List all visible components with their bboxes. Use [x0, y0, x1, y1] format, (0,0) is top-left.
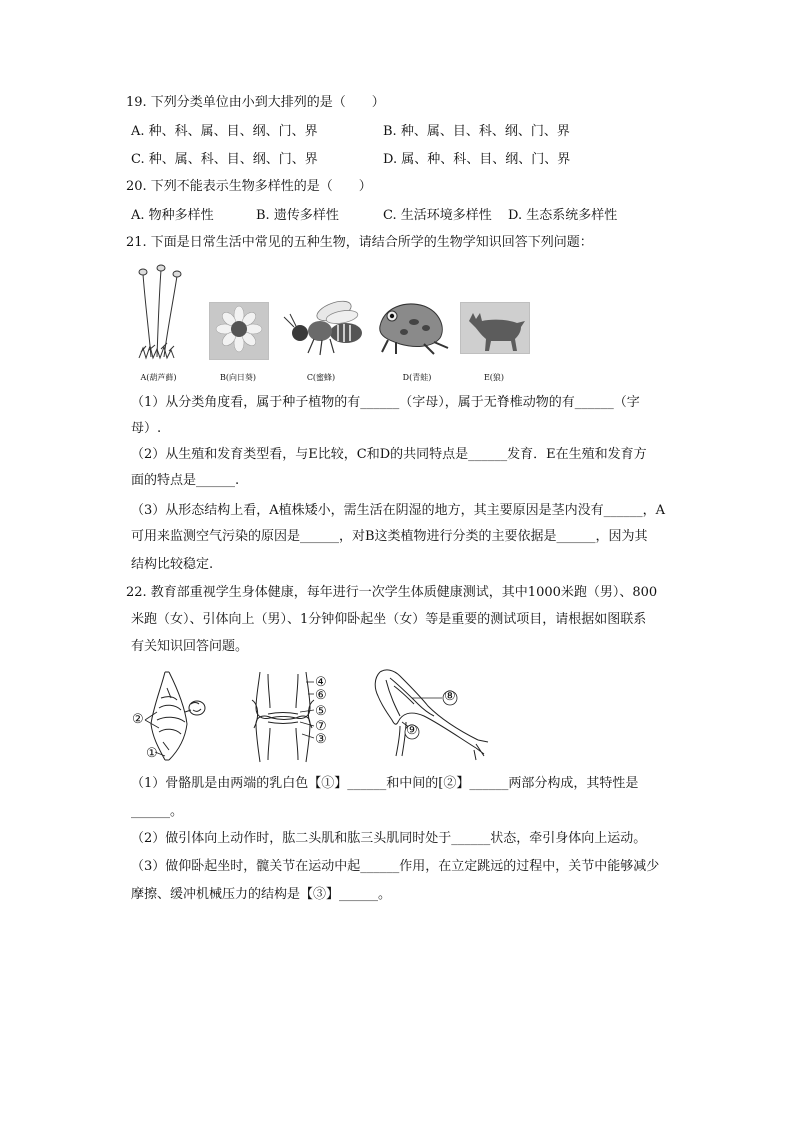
wolf-image — [460, 302, 530, 354]
caption-b: B(向日葵) — [219, 373, 257, 382]
moss-figure — [131, 262, 186, 362]
arm-figure — [370, 666, 490, 762]
q19-option-c: C. 种、属、科、目、纲、门、界 — [131, 152, 318, 167]
bee-figure — [276, 295, 366, 357]
q20-option-a: A. 物种多样性 — [131, 208, 214, 223]
fig2-label-5: ⑤ — [315, 704, 327, 719]
q20-option-c: C. 生活环境多样性 — [383, 208, 492, 223]
q22-line-3: （2）做引体向上动作时，肱二头肌和肱三头肌同时处于______状态，牵引身体向上运动。 — [131, 831, 647, 846]
q20-option-b: B. 遗传多样性 — [256, 208, 339, 223]
caption-d: D(青蛙) — [402, 373, 432, 382]
q21-line-1: （1）从分类角度看，属于种子植物的有______（字母），属于无脊椎动物的有______（字 — [131, 395, 640, 410]
fig1-label-2: ② — [132, 712, 144, 727]
q21-line-3: （2）从生殖和发育类型看，与E比较，C和D的共同特点是______发育．E在生殖和发育方 — [131, 447, 647, 462]
fig3-label-8: ⑧ — [444, 689, 456, 704]
fig3-label-9: ⑨ — [406, 723, 418, 738]
q19-option-d: D. 属、种、科、目、纲、门、界 — [383, 152, 571, 167]
q21-line-6: 可用来监测空气污染的原因是______，对B这类植物进行分类的主要依据是______，因为其 — [131, 529, 648, 544]
q22-stem-line-3: 有关知识回答问题。 — [131, 639, 249, 654]
q21-stem: 21. 下面是日常生活中常见的五种生物，请结合所学的生物学知识回答下列问题： — [126, 235, 593, 250]
q22-stem-line-2: 米跑（女）、引体向上（男）、1分钟仰卧起坐（女）等是重要的测试项目，请根据如图联系 — [131, 612, 647, 627]
q22-stem-line-1: 22. 教育部重视学生身体健康，每年进行一次学生体质健康测试，其中1000米跑（男）、800 — [126, 585, 658, 600]
caption-a: A(葫芦藓) — [140, 373, 177, 382]
q21-line-5: （3）从形态结构上看，A植株矮小，需生活在阴湿的地方，其主要原因是茎内没有______，A — [131, 503, 666, 518]
q22-line-5: 摩擦、缓冲机械压力的结构是【③】______。 — [131, 887, 392, 902]
fig2-label-3: ③ — [315, 732, 327, 747]
sunflower-image — [209, 302, 269, 360]
q21-line-4: 面的特点是______. — [131, 473, 240, 488]
fig1-label-1: ① — [146, 746, 158, 761]
q21-line-7: 结构比较稳定. — [131, 557, 214, 572]
fig2-label-7: ⑦ — [315, 719, 327, 734]
q19-option-b: B. 种、属、目、科、纲、门、界 — [383, 124, 570, 139]
q19-option-a: A. 种、科、属、目、纲、门、界 — [131, 124, 318, 139]
caption-e: E(狼) — [483, 373, 505, 382]
fig2-label-6: ⑥ — [315, 688, 327, 703]
q22-line-4: （3）做仰卧起坐时，髋关节在运动中起______作用，在立定跳远的过程中，关节中能够减少 — [131, 859, 660, 874]
joint-figure — [248, 668, 318, 764]
q19-stem: 19. 下列分类单位由小到大排列的是（ ） — [126, 95, 385, 110]
q20-option-d: D. 生态系统多样性 — [508, 208, 618, 223]
caption-c: C(蜜蜂) — [306, 373, 336, 382]
frog-figure — [374, 292, 450, 356]
q21-line-2: 母）. — [131, 421, 162, 436]
q20-stem: 20. 下列不能表示生物多样性的是（ ） — [126, 179, 372, 194]
fig2-label-4: ④ — [315, 675, 327, 690]
q22-line-2: ______。 — [131, 804, 184, 819]
q22-line-1: （1）骨骼肌是由两端的乳白色【①】______和中间的[②】______两部分构成，其特性是 — [131, 776, 639, 791]
